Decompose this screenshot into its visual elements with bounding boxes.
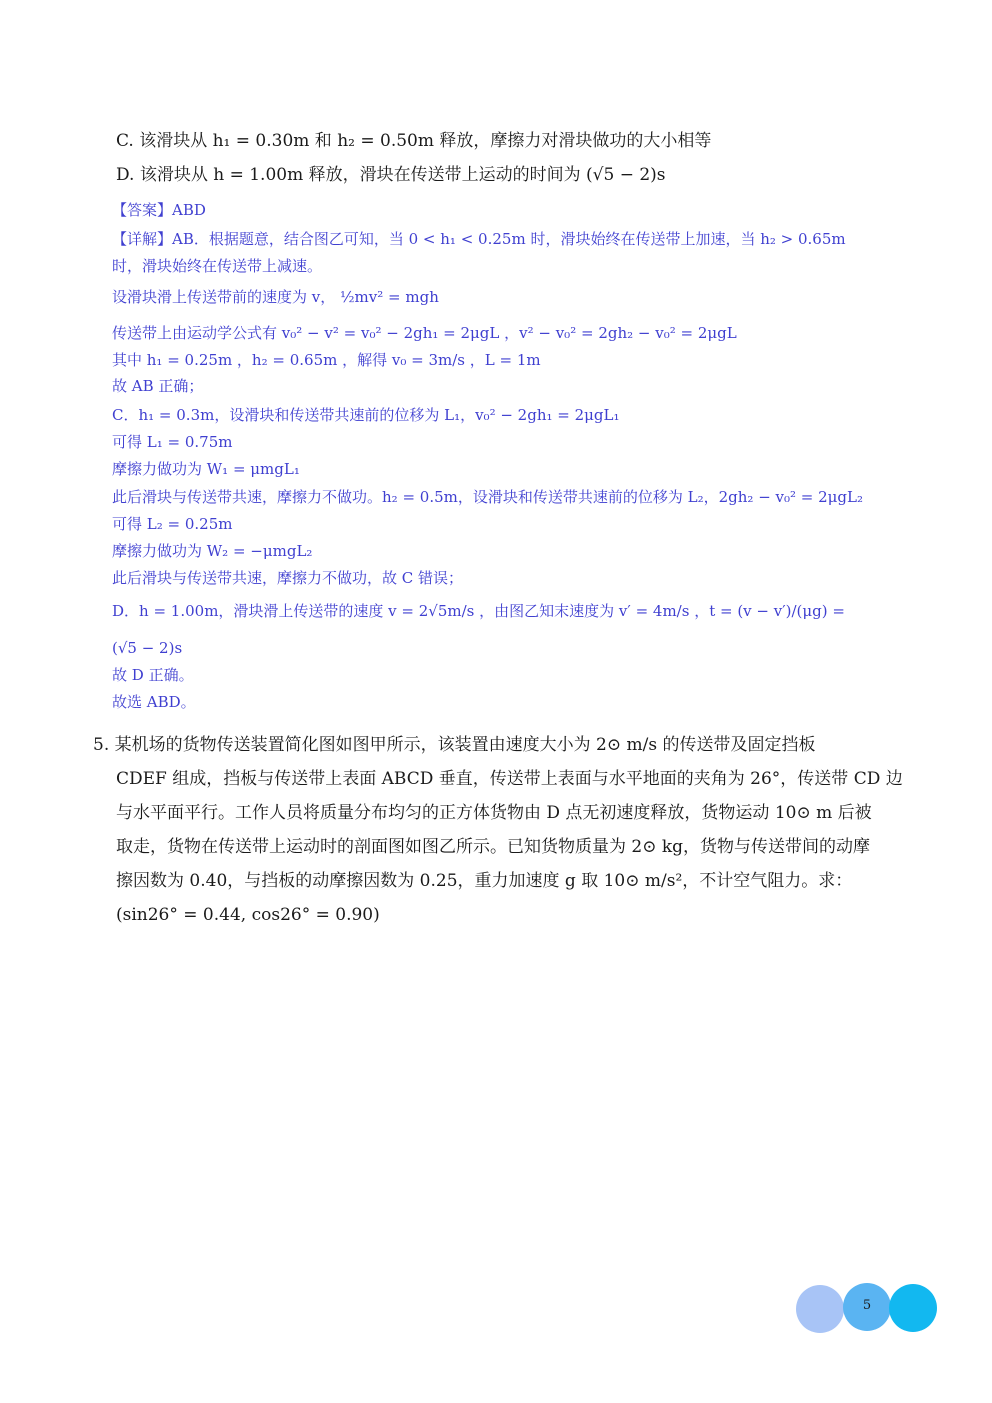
solution-line: 【详解】AB．根据题意，结合图乙可知，当 0 < h₁ < 0.25m 时，滑块始终在传送带上加速，当 h₂ > 0.65m	[112, 230, 846, 248]
page-decoration-circle-right	[889, 1284, 937, 1332]
question-line: CDEF 组成，挡板与传送带上表面 ABCD 垂直，传送带上表面与水平地面的夹角为 26°，传送带 CD 边	[116, 769, 903, 789]
answer-line: 【答案】ABD	[112, 201, 206, 219]
solution-line: 此后滑块与传送带共速，摩擦力不做功，故 C 错误；	[112, 569, 464, 587]
question-line: 擦因数为 0.40，与挡板的动摩擦因数为 0.25，重力加速度 g 取 10⊙ m/s²，不计空气阻力。求：	[116, 871, 853, 891]
solution-line: (√5 − 2)s	[112, 639, 183, 657]
page-number: 5	[862, 1298, 872, 1313]
solution-line: 故选 ABD。	[112, 693, 196, 711]
question-line: 5. 某机场的货物传送装置简化图如图甲所示，该装置由速度大小为 2⊙ m/s 的传送带及固定挡板	[93, 735, 816, 755]
solution-line: C．h₁ = 0.3m，设滑块和传送带共速前的位移为 L₁，v₀² − 2gh₁ = 2μgL₁	[112, 406, 620, 424]
solution-line: 摩擦力做功为 W₂ = −μmgL₂	[112, 542, 313, 560]
solution-line: 设滑块滑上传送带前的速度为 v， ½mv² = mgh	[112, 288, 439, 306]
option-c: C. 该滑块从 h₁ = 0.30m 和 h₂ = 0.50m 释放，摩擦力对滑块做功的大小相等	[116, 131, 712, 151]
solution-line: 可得 L₂ = 0.25m	[112, 515, 233, 533]
question-line: (sin26° = 0.44, cos26° = 0.90)	[116, 905, 380, 925]
solution-line: 故 D 正确。	[112, 666, 194, 684]
solution-line: 传送带上由运动学公式有 v₀² − v² = v₀² − 2gh₁ = 2μgL ，v² − v₀² = 2gh₂ − v₀² = 2μgL	[112, 324, 737, 342]
option-d: D. 该滑块从 h = 1.00m 释放，滑块在传送带上运动的时间为 (√5 − 2)s	[116, 165, 666, 185]
solution-line: 其中 h₁ = 0.25m ，h₂ = 0.65m ，解得 v₀ = 3m/s ，L = 1m	[112, 351, 541, 369]
solution-line: 故 AB 正确；	[112, 377, 204, 395]
solution-line: 时，滑块始终在传送带上减速。	[112, 257, 323, 275]
solution-line: 可得 L₁ = 0.75m	[112, 433, 233, 451]
solution-line: 摩擦力做功为 W₁ = μmgL₁	[112, 460, 300, 478]
question-line: 取走，货物在传送带上运动时的剖面图如图乙所示。已知货物质量为 2⊙ kg，货物与传送带间的动摩	[116, 837, 871, 857]
question-line: 与水平面平行。工作人员将质量分布均匀的正方体货物由 D 点无初速度释放，货物运动 10⊙ m 后被	[116, 803, 872, 823]
page-decoration-circle-left	[796, 1285, 844, 1333]
solution-line: D．h = 1.00m，滑块滑上传送带的速度 v = 2√5m/s ，由图乙知末速度为 v′ = 4m/s ，t = (v − v′)/(μg) =	[112, 602, 845, 620]
solution-line: 此后滑块与传送带共速，摩擦力不做功。h₂ = 0.5m，设滑块和传送带共速前的位移为 L₂，2gh₂ − v₀² = 2μgL₂	[112, 488, 863, 506]
